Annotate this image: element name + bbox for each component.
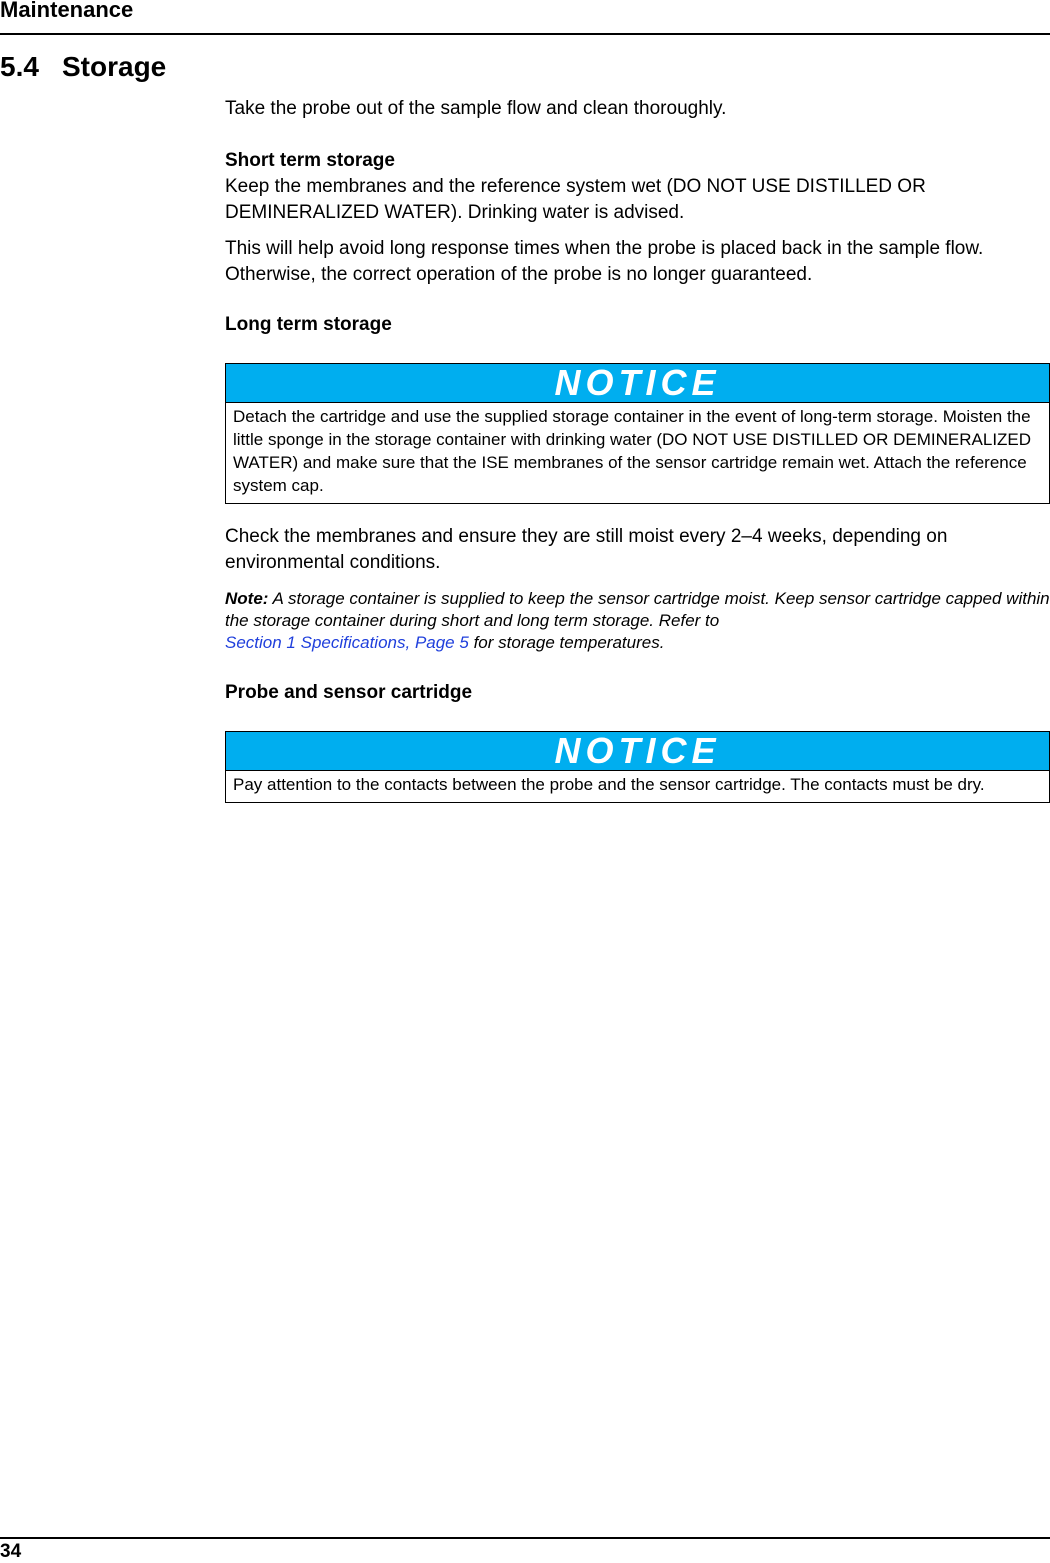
footer-rule: [0, 1537, 1050, 1539]
page-content: [225, 96, 1050, 803]
specifications-link[interactable]: Section 1 Specifications, Page 5: [225, 633, 469, 652]
section-heading: [0, 51, 166, 83]
notice-title: NOTICE: [226, 364, 1049, 403]
section-title: Storage: [62, 51, 167, 82]
notice-box-long-term: [225, 363, 1050, 504]
check-paragraph: Check the membranes and ensure they are still moist every 2–4 weeks, depending on environmental conditions.: [225, 526, 948, 573]
header-rule: [0, 33, 1050, 35]
intro-paragraph: Take the probe out of the sample flow and clean thoroughly.: [225, 98, 727, 119]
notice-title-probe: NOTICE: [226, 732, 1049, 771]
short-term-heading: Short term storage: [225, 150, 395, 171]
note-text: A storage container is supplied to keep the sensor cartridge moist. Keep sensor cartridge capped within the storage container during short and long term storage. Refer to: [225, 589, 1050, 630]
long-term-heading: Long term storage: [225, 314, 392, 335]
notice-text: Detach the cartridge and use the supplied storage container in the event of long-term storage. Moisten the little sponge in the storage container with drinking water (DO NOT USE DISTILLED OR DEMINERALIZED WATER) and make sure that the ISE membranes of the sensor cartridge remain wet. Attach the reference system cap.: [233, 407, 1032, 495]
section-number: 5.4: [0, 51, 39, 82]
notice-text-probe: Pay attention to the contacts between the probe and the sensor cartridge. The contacts must be dry.: [233, 775, 985, 794]
probe-heading: Probe and sensor cartridge: [225, 682, 473, 703]
note-paragraph: [225, 588, 1050, 654]
page-number: 34: [0, 1541, 22, 1562]
note-label: Note:: [225, 589, 269, 608]
short-term-paragraph: Keep the membranes and the reference system wet (DO NOT USE DISTILLED OR DEMINERALIZED WATER). Drinking water is advised.: [225, 176, 926, 223]
header-title: Maintenance: [0, 0, 134, 22]
note-suffix: for storage temperatures.: [473, 633, 665, 652]
notice-box-probe: [225, 731, 1050, 803]
short-term-paragraph-2: This will help avoid long response times when the probe is placed back in the sample flow. Otherwise, the correct operation of the probe is no longer guaranteed.: [225, 238, 984, 285]
